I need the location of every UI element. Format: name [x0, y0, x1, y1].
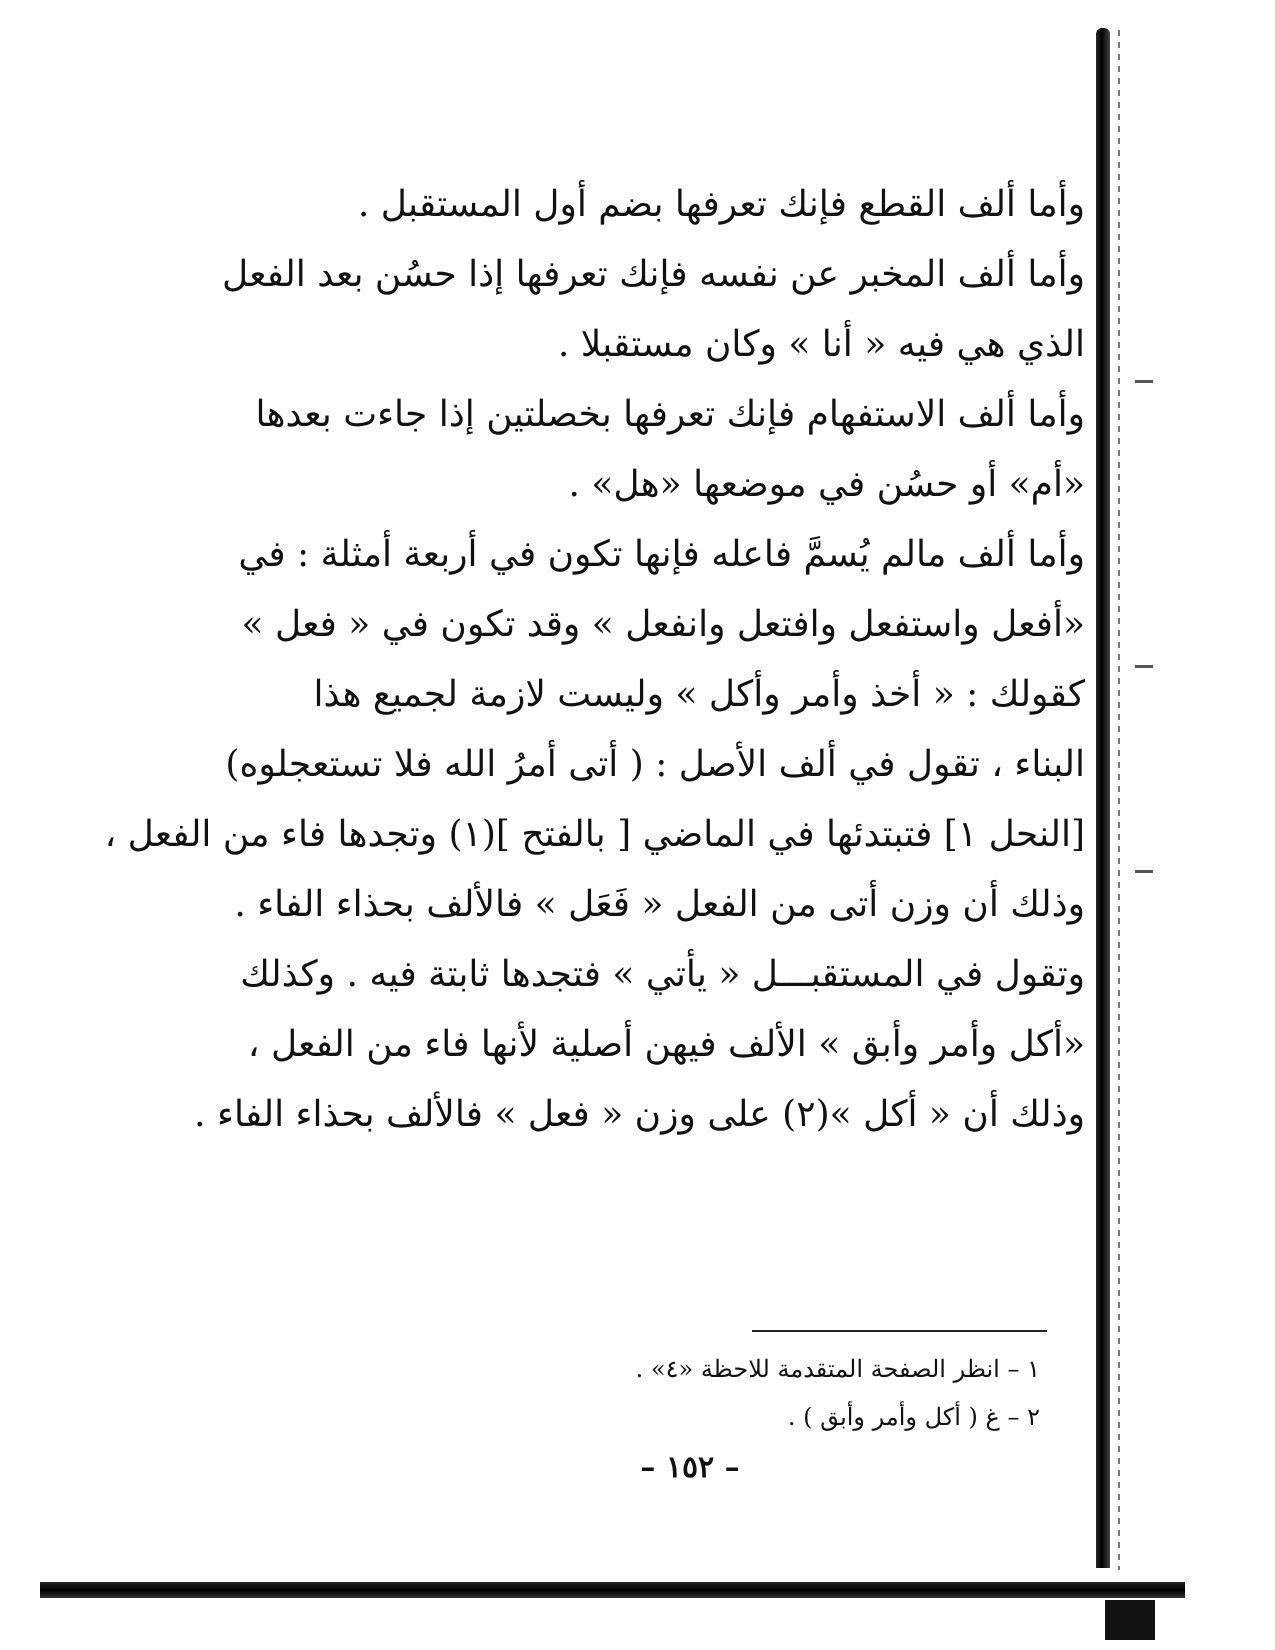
body-line: «أم» أو حسُن في موضعها «هل» . [568, 464, 1085, 505]
body-line: كقولك : « أخذ وأمر وأكل » وليست لازمة لجميع هذا [313, 674, 1085, 715]
scan-corner-shadow [1105, 1600, 1155, 1640]
body-line: وأما ألف الاستفهام فإنك تعرفها بخصلتين إذا جاءت بعدها [255, 394, 1085, 435]
body-text [104, 170, 1085, 1150]
page-edge-mark [1135, 380, 1153, 383]
body-line: وأما ألف المخبر عن نفسه فإنك تعرفها إذا حسُن بعد الفعل [221, 254, 1085, 295]
page-number: – ١٥٢ – [640, 1450, 740, 1485]
body-line: «أكل وأمر وأبق » الألف فيهن أصلية لأنها فاء من الفعل ، [247, 1024, 1085, 1065]
footnotes [620, 1345, 1040, 1441]
page-edge-mark [1135, 870, 1153, 873]
body-line: «أفعل واستفعل وافتعل وانفعل » وقد تكون في « فعل » [241, 604, 1085, 645]
scan-bottom-shadow [40, 1582, 1185, 1598]
body-line: [النحل ١] فتبتدئها في الماضي [ بالفتح ](١) وتجدها فاء من الفعل ، [104, 814, 1085, 855]
footnote: ٢ – غ ( أكل وأمر وأبق ) . [787, 1403, 1040, 1431]
body-line: وذلك أن « أكل »(٢) على وزن « فعل » فالألف بحذاء الفاء . [194, 1094, 1085, 1135]
body-line: البناء ، تقول في ألف الأصل : ( أتى أمرُ الله فلا تستعجلوه) [225, 744, 1085, 785]
page-edge [1118, 30, 1120, 1570]
footnote-separator [752, 1330, 1047, 1332]
body-line: الذي هي فيه « أنا » وكان مستقبلا . [557, 324, 1085, 365]
body-line: وذلك أن وزن أتى من الفعل « فَعَل » فالألف بحذاء الفاء . [234, 884, 1085, 925]
body-line: وأما ألف مالم يُسمَّ فاعله فإنها تكون في أربعة أمثلة : في [238, 534, 1085, 575]
body-line: وتقول في المستقبـــل « يأتي » فتجدها ثابتة فيه . وكذلك [240, 954, 1085, 995]
body-line: وأما ألف القطع فإنك تعرفها بضم أول المستقبل . [357, 184, 1085, 225]
page-edge-mark [1135, 665, 1153, 668]
footnote: ١ – انظر الصفحة المتقدمة للاحظة «٤» . [635, 1355, 1040, 1383]
book-spine-shadow [1096, 28, 1110, 1568]
